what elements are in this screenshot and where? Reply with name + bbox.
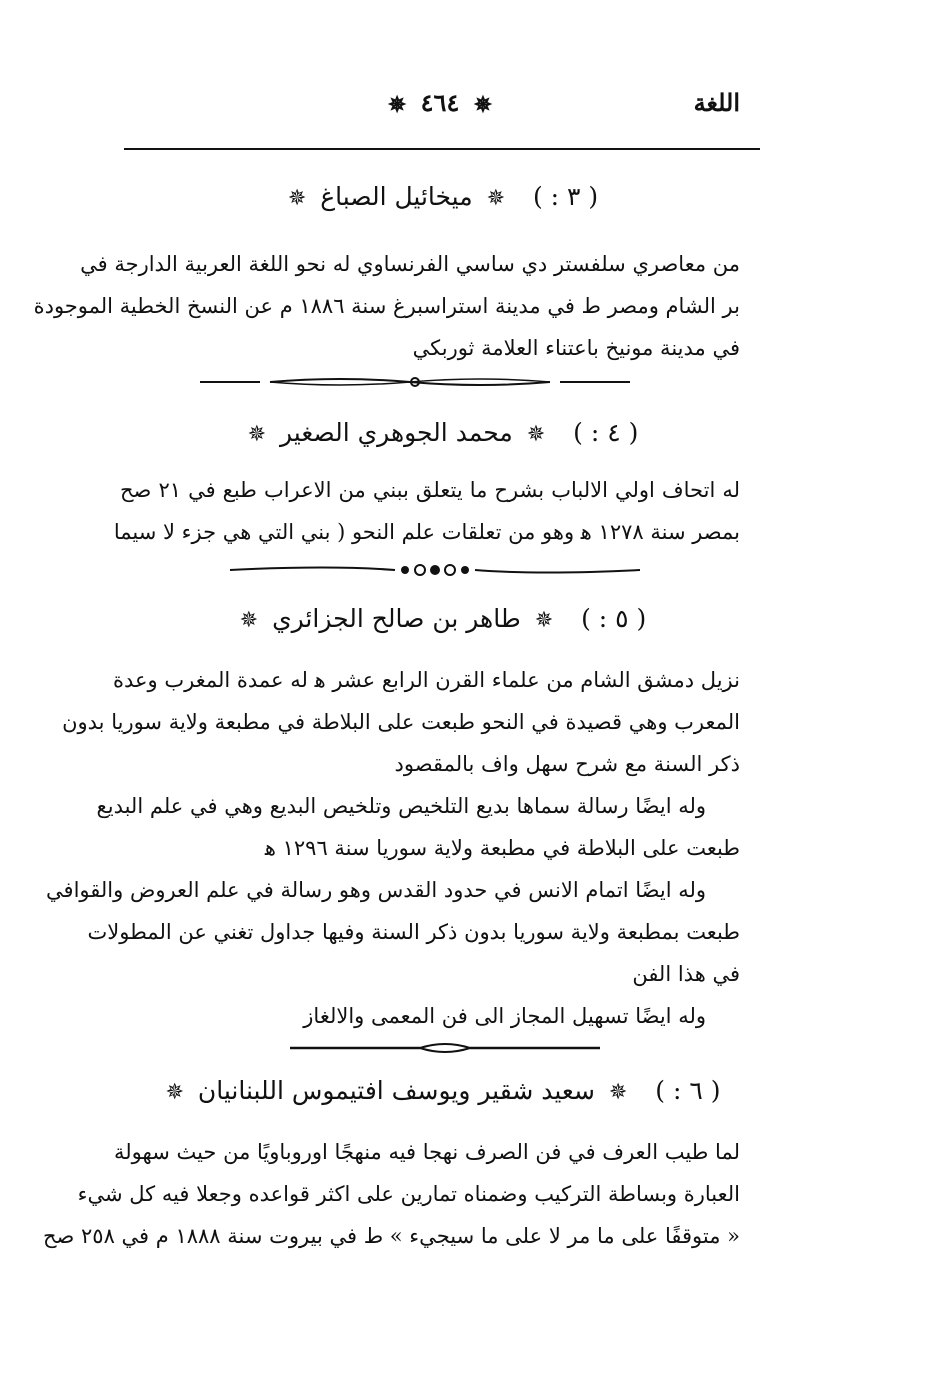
section-number: ( ٦ : ) [655, 1076, 721, 1105]
ornament-icon: ✵ [387, 91, 407, 118]
text-line: بمصر سنة ١٢٧٨ ﻫ وهو من تعلقات علم النحو ( بني التي هي جزء لا سيما [113, 520, 740, 544]
ornament-icon: ✵ [287, 186, 307, 211]
text-line: طبعت بمطبعة ولاية سوريا بدون ذكر السنة وفيها جداول تغني عن المطولات [87, 920, 740, 944]
ornament-icon: ✵ [239, 608, 259, 633]
section-heading [120, 604, 760, 633]
ornament-icon: ✵ [486, 186, 505, 211]
text-line: له اتحاف اولي الالباب بشرح ما يتعلق ببني من الاعراب طبع في ٢١ صح [120, 478, 741, 502]
ornamental-separator [200, 374, 630, 390]
text-line: ذكر السنة مع شرح سهل واف بالمقصود [394, 752, 740, 776]
ornament-icon: ✵ [534, 608, 554, 633]
text-line: لما طيب العرف في فن الصرف نهجا فيه منهجًا اوروباويًا من حيث سهولة [114, 1140, 740, 1164]
ornament-icon: ✵ [608, 1080, 628, 1105]
text-line: وله ايضًا تسهيل المجاز الى فن المعمى والالغاز [303, 1004, 706, 1028]
section-number: ( ٣ : ) [532, 182, 599, 211]
section-heading [120, 1076, 760, 1105]
text-line: بر الشام ومصر ط في مدينة استراسبرغ سنة ١٨٨٦ م عن النسخ الخطية الموجودة [33, 294, 740, 318]
text-line: نزيل دمشق الشام من علماء القرن الرابع عشر ﻫ له عمدة المغرب وعدة [112, 668, 740, 692]
ornament-icon: ✵ [165, 1080, 184, 1105]
ornament-icon: ✵ [473, 91, 493, 118]
page-number: ٤٦٤ [420, 88, 460, 117]
section-title: طاهر بن صالح الجزائري [272, 604, 521, 633]
ornamental-separator [290, 1040, 600, 1056]
text-line: وله ايضًا رسالة سماها بديع التلخيص وتلخيص البديع وهي في علم البديع [96, 794, 706, 818]
section-title: سعيد شقير ويوسف افتيموس اللبنانيان [197, 1076, 595, 1105]
text-line: طبعت على البلاطة في مطبعة ولاية سوريا سنة ١٢٩٦ ﻫ [264, 836, 740, 860]
text-line: المعرب وهي قصيدة في النحو طبعت على البلاطة في مطبعة ولاية سوريا بدون [62, 710, 740, 734]
ornament-icon: ✵ [526, 422, 546, 447]
running-head: اللغة [693, 88, 740, 117]
ornamental-separator [230, 562, 640, 578]
text-line: من معاصري سلفستر دي ساسي الفرنساوي له نحو اللغة العربية الدارجة في [80, 252, 740, 276]
page-header [120, 88, 760, 132]
page-number-group [370, 88, 510, 118]
section-heading [120, 418, 760, 447]
header-rule [124, 148, 760, 150]
section-number: ( ٤ : ) [573, 418, 639, 447]
section-number: ( ٥ : ) [581, 604, 647, 633]
text-line: العبارة وبساطة التركيب وضمناه تمارين على اكثر قواعده وجعلا فيه كل شيء [77, 1182, 740, 1206]
section-title: محمد الجوهري الصغير [280, 418, 513, 447]
text-line: في مدينة مونيخ باعتناء العلامة ثوربكي [412, 336, 740, 360]
ornament-icon: ✵ [247, 422, 267, 447]
text-line: وله ايضًا اتمام الانس في حدود القدس وهو رسالة في علم العروض والقوافي [46, 878, 706, 902]
text-line: « متوقفًا على ما مر لا على ما سيجيء » ط في بيروت سنة ١٨٨٨ م في ٢٥٨ صح [42, 1224, 740, 1248]
text-line: في هذا الفن [632, 962, 740, 986]
section-heading [120, 182, 760, 211]
section-title: ميخائيل الصباغ [320, 182, 473, 211]
